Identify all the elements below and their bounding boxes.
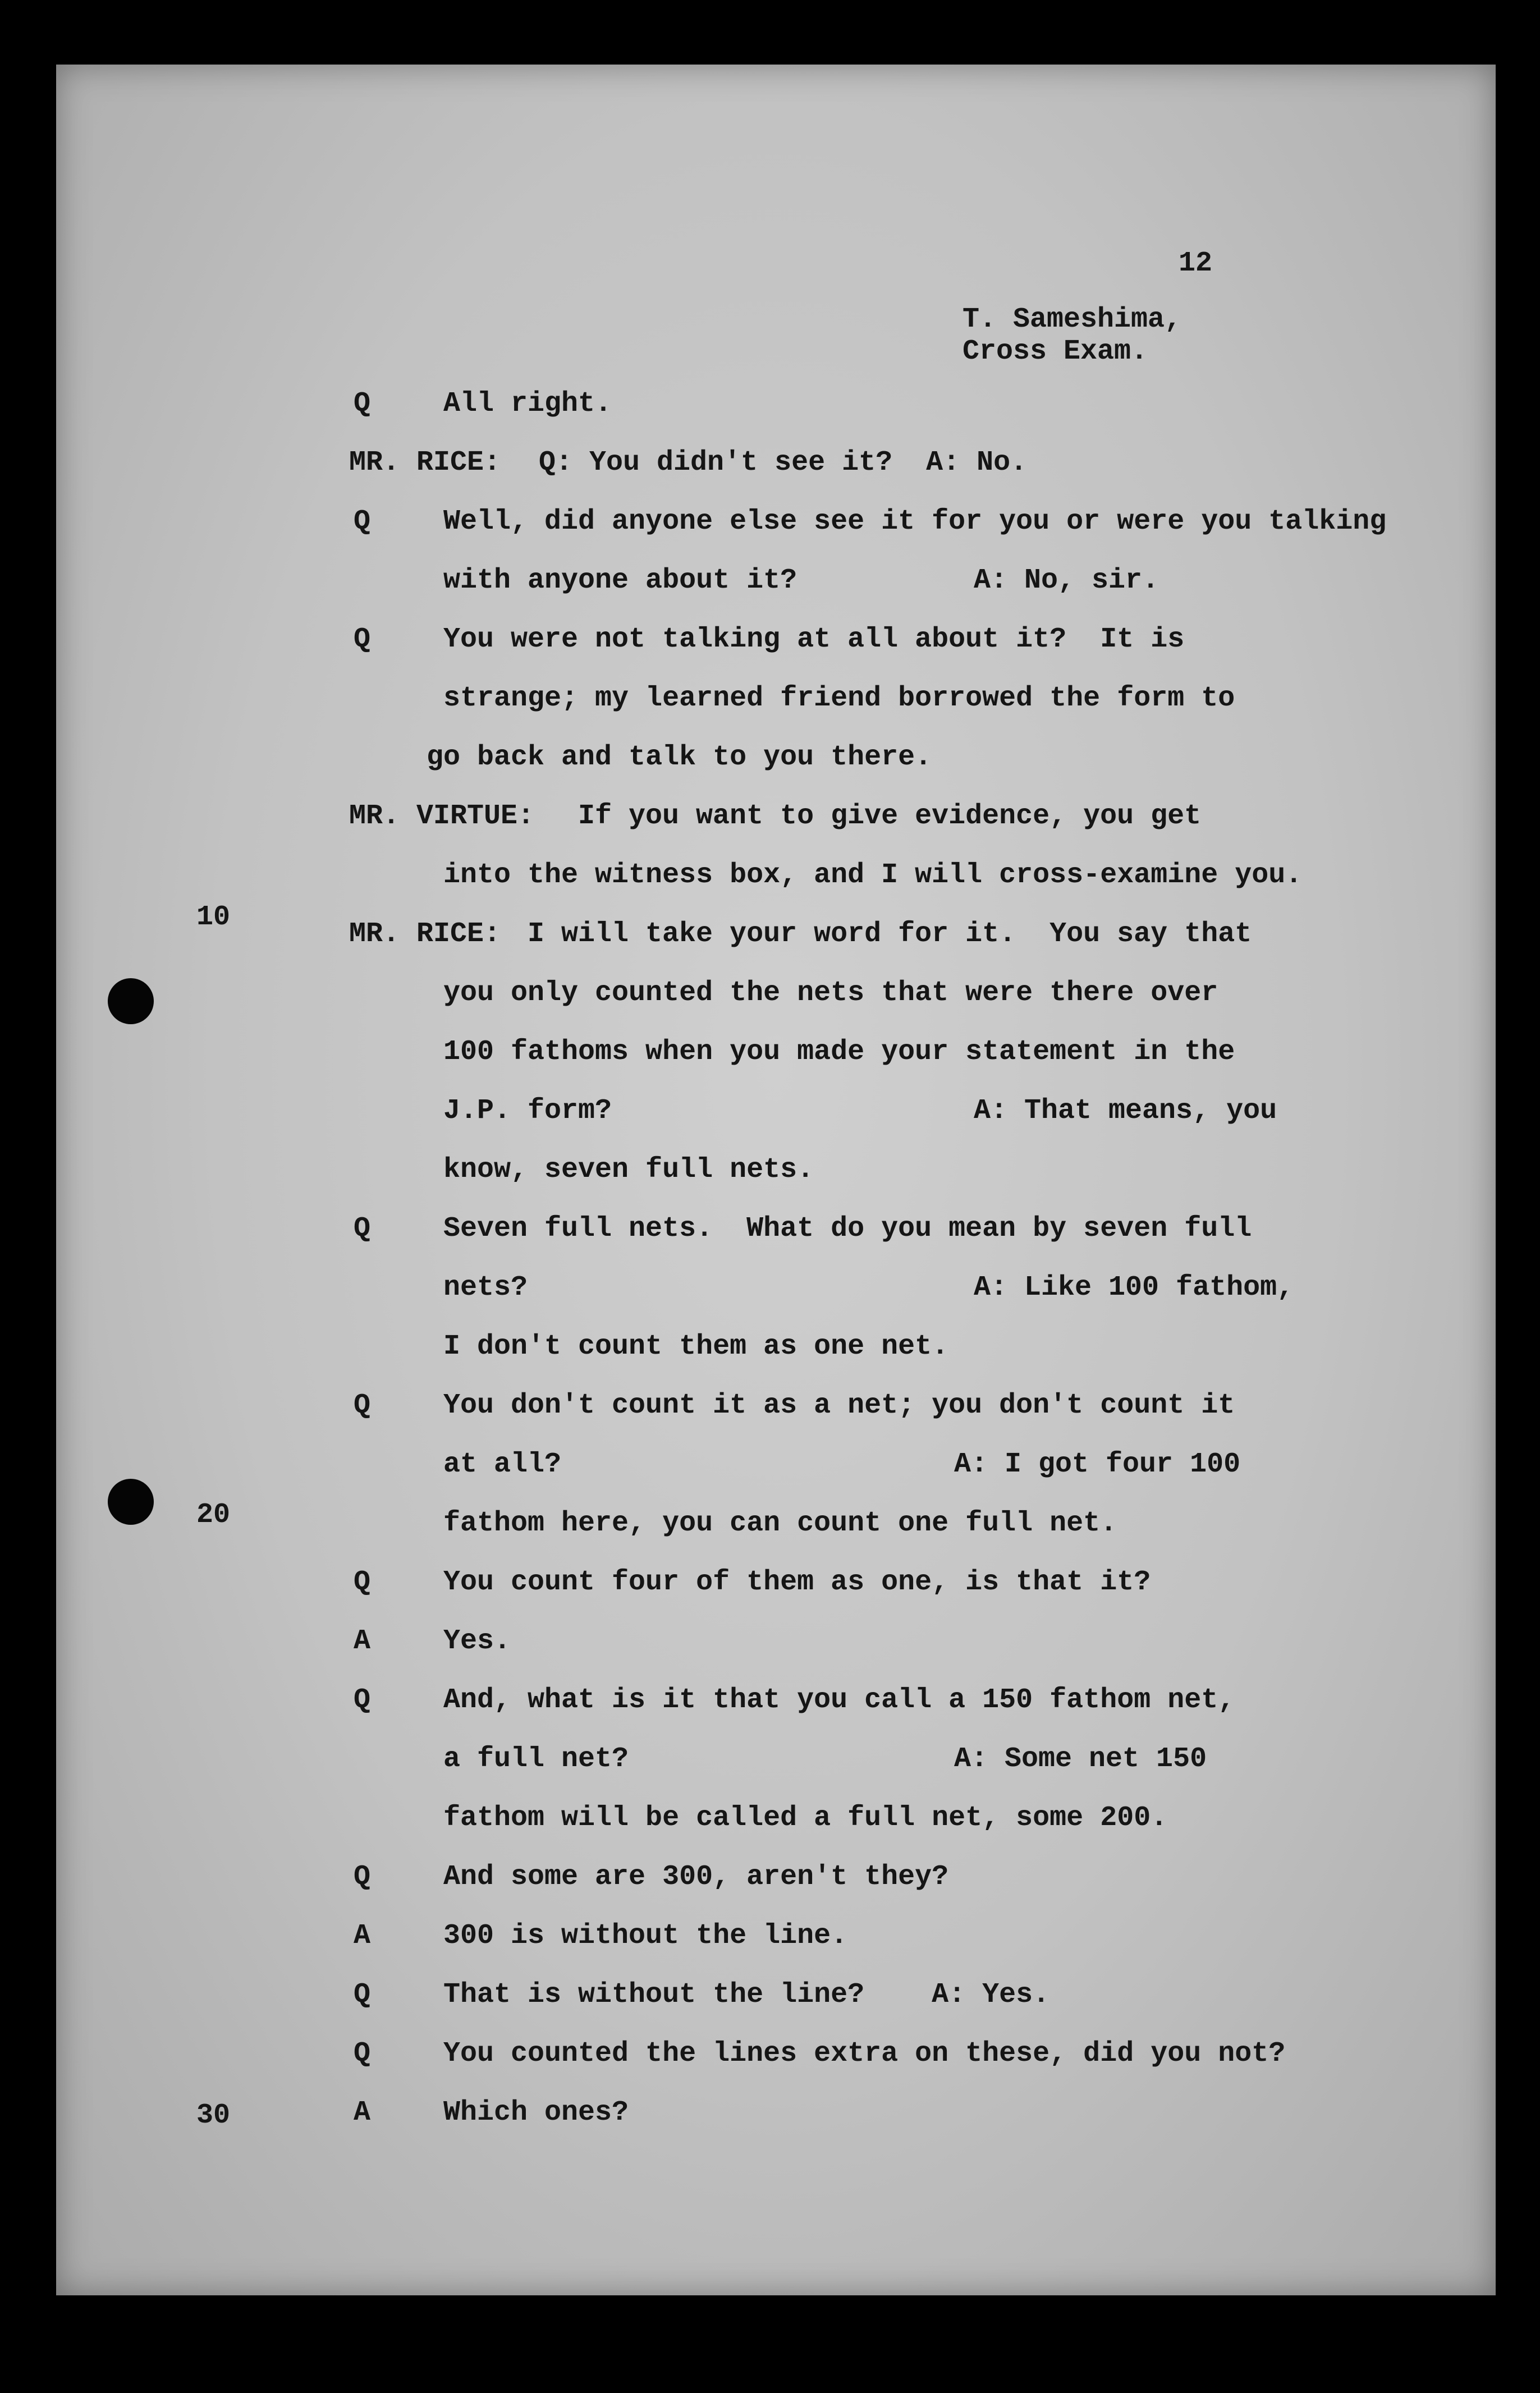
speaker-label: Q <box>354 1861 371 1893</box>
transcript-line: a full net? <box>443 1743 629 1775</box>
transcript-line: 100 fathoms when you made your statement in the <box>443 1036 1235 1068</box>
transcript-line: nets? <box>443 1272 528 1304</box>
speaker-label: Q <box>354 1390 371 1422</box>
punch-hole-top <box>108 978 154 1024</box>
answer-text: A: I got four 100 <box>954 1448 1241 1480</box>
transcript-line: I will take your word for it. You say that <box>528 918 1252 950</box>
transcript-line: That is without the line? A: Yes. <box>443 1979 1050 2011</box>
transcript-line: at all? <box>443 1448 562 1480</box>
transcript-line: All right. <box>443 388 612 420</box>
transcript-line: You were not talking at all about it? It is <box>443 624 1185 655</box>
line-number-10: 10 <box>196 901 231 933</box>
answer-text: A: Like 100 fathom, <box>974 1272 1294 1304</box>
witness-name: T. Sameshima, <box>962 304 1182 336</box>
transcript-line: Q: You didn't see it? A: No. <box>539 447 1028 479</box>
transcript-line: you only counted the nets that were there over <box>443 977 1218 1009</box>
transcript-line: know, seven full nets. <box>443 1154 814 1186</box>
page-number: 12 <box>1179 247 1213 279</box>
transcript-line: with anyone about it? <box>443 565 797 597</box>
speaker-label: MR. RICE: <box>349 447 501 479</box>
transcript-line: fathom will be called a full net, some 200. <box>443 1802 1168 1834</box>
speaker-label: A <box>354 1625 371 1657</box>
transcript-line: Well, did anyone else see it for you or were you talking <box>443 506 1387 538</box>
speaker-label: Q <box>354 624 371 655</box>
speaker-label: Q <box>354 506 371 538</box>
transcript-line: fathom here, you can count one full net. <box>443 1507 1117 1539</box>
speaker-label: Q <box>354 1979 371 2011</box>
transcript-line: And some are 300, aren't they? <box>443 1861 949 1893</box>
speaker-label: MR. RICE: <box>349 918 501 950</box>
transcript-line: If you want to give evidence, you get <box>578 800 1202 832</box>
line-number-20: 20 <box>196 1499 231 1531</box>
transcript-line: J.P. form? <box>443 1095 612 1127</box>
exam-type: Cross Exam. <box>962 336 1148 368</box>
speaker-label: MR. VIRTUE: <box>349 800 535 832</box>
transcript-line: strange; my learned friend borrowed the form to <box>443 682 1235 714</box>
speaker-label: A <box>354 2097 371 2129</box>
transcript-line: You don't count it as a net; you don't count it <box>443 1390 1235 1422</box>
transcript-line: You count four of them as one, is that it? <box>443 1566 1151 1598</box>
speaker-label: Q <box>354 1213 371 1245</box>
speaker-label: Q <box>354 1566 371 1598</box>
transcript-line: Seven full nets. What do you mean by seven full <box>443 1213 1252 1245</box>
speaker-label: A <box>354 1920 371 1952</box>
answer-text: A: That means, you <box>974 1095 1277 1127</box>
transcript-line: into the witness box, and I will cross-examine you. <box>443 859 1303 891</box>
speaker-label: Q <box>354 388 371 420</box>
transcript-line: Which ones? <box>443 2097 629 2129</box>
transcript-line: Yes. <box>443 1625 511 1657</box>
transcript-line: You counted the lines extra on these, did you not? <box>443 2038 1286 2070</box>
transcript-line: I don't count them as one net. <box>443 1331 949 1363</box>
document-page <box>56 65 1496 2295</box>
line-number-30: 30 <box>196 2099 231 2131</box>
speaker-label: Q <box>354 1684 371 1716</box>
answer-text: A: No, sir. <box>974 565 1159 597</box>
speaker-label: Q <box>354 2038 371 2070</box>
transcript-line: And, what is it that you call a 150 fathom net, <box>443 1684 1235 1716</box>
punch-hole-bottom <box>108 1479 154 1525</box>
transcript-line: go back and talk to you there. <box>427 741 932 773</box>
transcript-line: 300 is without the line. <box>443 1920 848 1952</box>
answer-text: A: Some net 150 <box>954 1743 1207 1775</box>
